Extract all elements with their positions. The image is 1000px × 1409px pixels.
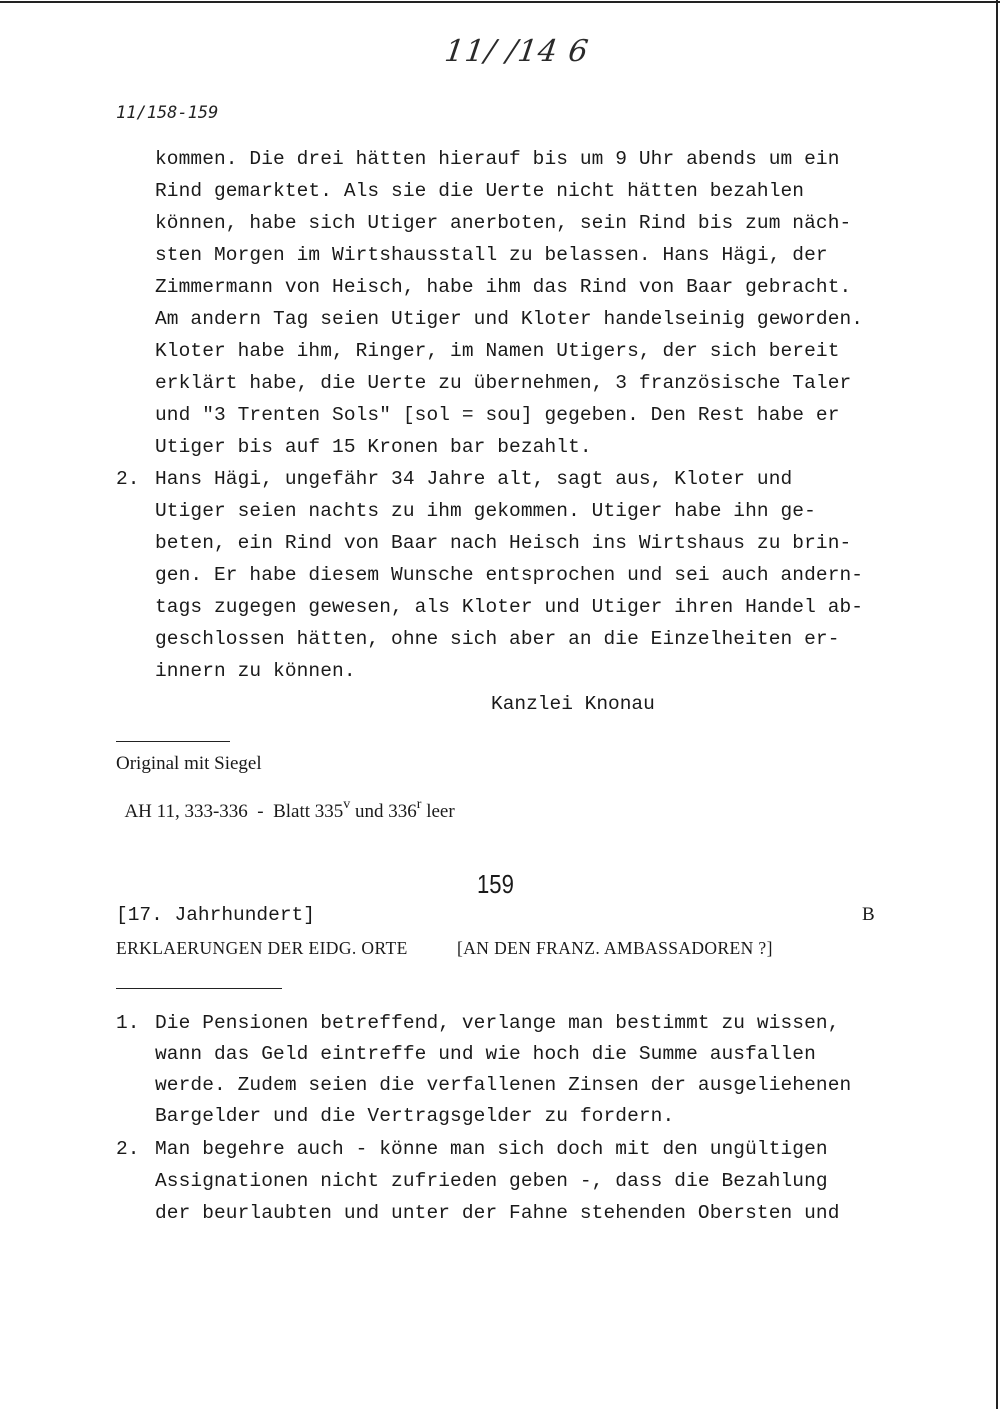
archive-reference-end: leer (421, 801, 455, 822)
verso-superscript: v (343, 797, 351, 812)
text-line: und "3 Trenten Sols" [sol = sou] gegeben. Den Rest habe er (155, 404, 840, 426)
text-line: sten Morgen im Wirtshausstall zu belassen. Hans Hägi, der (155, 244, 828, 266)
archive-reference: AH 11, 333-336 - Blatt 335 (124, 801, 344, 822)
text-line: Hans Hägi, ungefähr 34 Jahre alt, sagt aus, Kloter und (155, 468, 793, 490)
document-title: ERKLAERUNGEN DER EIDG. ORTE (116, 938, 408, 958)
text-line: wann das Geld eintreffe und wie hoch die Summe ausfallen (155, 1043, 816, 1065)
provenance-archive (116, 776, 455, 826)
list-number: 1. (116, 1012, 140, 1034)
page-right-edge (996, 0, 998, 1409)
text-line: geschlossen hätten, ohne sich aber an die Einzelheiten er- (155, 628, 840, 650)
text-line: kommen. Die drei hätten hierauf bis um 9 Uhr abends um ein (155, 148, 840, 170)
list-number: 2. (116, 1138, 140, 1160)
text-line: Zimmermann von Heisch, habe ihm das Rind von Baar gebracht. (155, 276, 852, 298)
text-line: erklärt habe, die Uerte zu übernehmen, 3 französische Taler (155, 372, 852, 394)
document-number: 159 (477, 869, 514, 899)
text-line: beten, ein Rind von Baar nach Heisch ins Wirtshaus zu brin- (155, 532, 852, 554)
text-line: Utiger bis auf 15 Kronen bar bezahlt. (155, 436, 592, 458)
text-line: werde. Zudem seien die verfallenen Zinsen der ausgeliehenen (155, 1074, 852, 1096)
archive-reference-cont: und 336 (350, 801, 417, 822)
text-line: Kloter habe ihm, Ringer, im Namen Utigers, der sich bereit (155, 340, 840, 362)
text-line: Man begehre auch - könne man sich doch mit den ungültigen (155, 1138, 828, 1160)
text-line: Rind gemarktet. Als sie die Uerte nicht hätten bezahlen (155, 180, 805, 202)
page-top-edge (0, 1, 1000, 3)
handwritten-folio-number: 11/ /14 6 (442, 34, 592, 69)
document-date: [17. Jahrhundert] (116, 904, 315, 926)
text-line: können, habe sich Utiger anerboten, sein Rind bis zum näch- (155, 212, 852, 234)
recto-superscript: r (416, 797, 422, 812)
title-divider (116, 988, 282, 989)
text-line: Bargelder und die Vertragsgelder zu fordern. (155, 1105, 675, 1127)
footnote-divider (116, 741, 230, 742)
document-title-addendum: [AN DEN FRANZ. AMBASSADOREN ?] (457, 938, 773, 958)
provenance-original: Original mit Siegel (116, 753, 262, 774)
text-line: Assignationen nicht zufrieden geben -, dass die Bezahlung (155, 1170, 828, 1192)
text-line: der beurlaubten und unter der Fahne stehenden Obersten und (155, 1202, 840, 1224)
text-line: innern zu können. (155, 660, 356, 682)
text-line: Am andern Tag seien Utiger und Kloter handelseinig geworden. (155, 308, 864, 330)
document-letter: B (862, 904, 875, 925)
text-line: tags zugegen gewesen, als Kloter und Utiger ihren Handel ab- (155, 596, 864, 618)
signatory: Kanzlei Knonau (491, 693, 655, 715)
list-number: 2. (116, 468, 140, 490)
page-reference: 11/158-159 (116, 103, 219, 123)
text-line: Utiger seien nachts zu ihm gekommen. Utiger habe ihn ge- (155, 500, 816, 522)
text-line: Die Pensionen betreffend, verlange man bestimmt zu wissen, (155, 1012, 840, 1034)
text-line: gen. Er habe diesem Wunsche entsprochen und sei auch andern- (155, 564, 864, 586)
